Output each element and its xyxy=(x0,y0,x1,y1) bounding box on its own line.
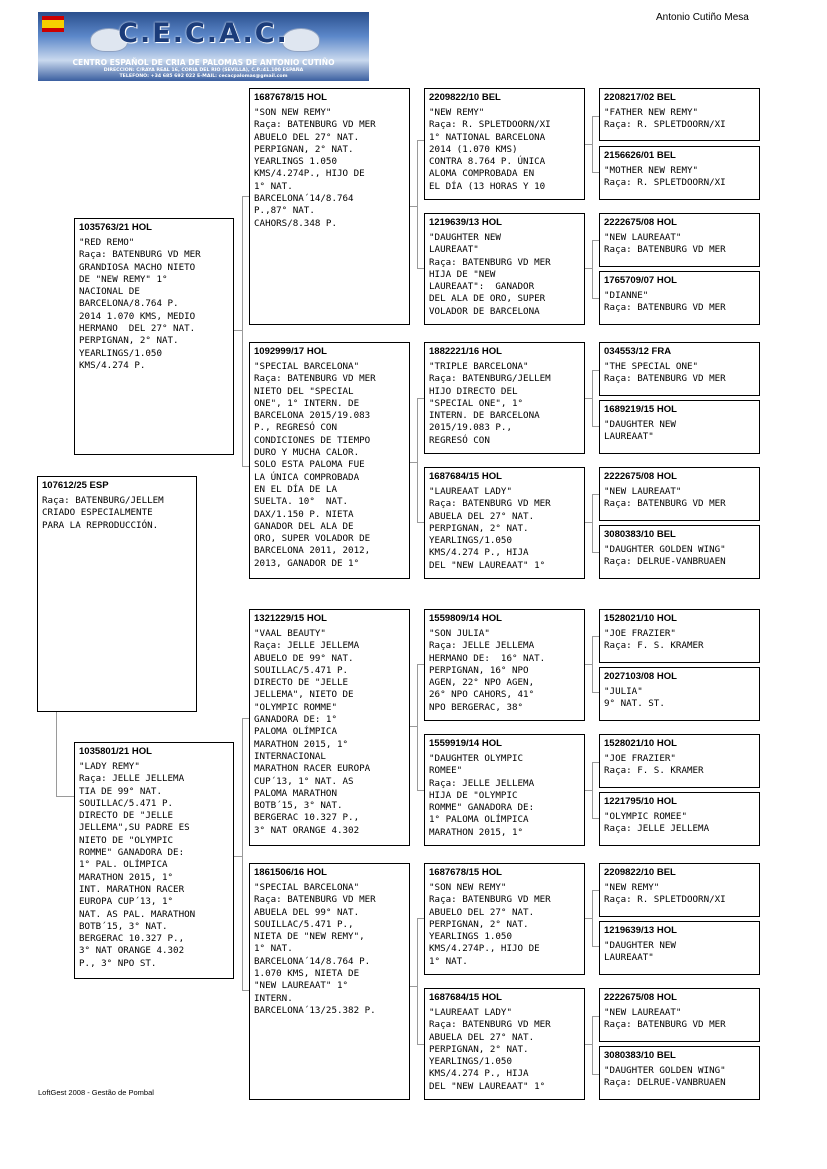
bird-info: "SPECIAL BARCELONA" Raça: BATENBURG VD MER NIETO DEL "SPECIAL ONE", 1° INTERN. DE BARCELONA 2015/19.083 P., REGRESÓ CON CONDICIONES DE TIEMPO DURO Y MUCHA CALOR. SOLO ESTA PALOMA FUE LA ÚNICA COMPROBADA EN EL DÍA DE LA SUELTA. 10° NAT. DAX/1.150 P. NIETA GANADOR DEL ALA DE ORO, SUPER VOLADOR DE BARCELONA 2011, 2012, 2013, GANADOR DE 1° xyxy=(254,361,376,569)
connector-line xyxy=(592,890,593,946)
connector-line xyxy=(592,116,593,172)
ring-number: 1221795/10 HOL xyxy=(604,796,677,807)
bird-info: "LAUREAAT LADY" Raça: BATENBURG VD MER ABUELA DEL 27° NAT. PERPIGNAN, 2° NAT. YEARLINGS/1.050 KMS/4.274 P., HIJA DEL "NEW LAUREAAT" 1° xyxy=(429,1007,551,1092)
pedigree-gen5-9 xyxy=(599,609,760,663)
connector-line xyxy=(585,918,592,919)
bird-info: "SPECIAL BARCELONA" Raça: BATENBURG VD MER ABUELA DEL 99° NAT. SOUILLAC/5.471 P., NIETA DE "NEW REMY", 1° NAT. BARCELONA´14/8.764 P. 1.070 KMS, NIETA DE "NEW LAUREAAT" 1° INTERN. BARCELONA´13/25.382 P. xyxy=(254,882,376,1016)
connector-line xyxy=(592,370,599,371)
connector-line xyxy=(417,1044,424,1045)
pedigree-gen5-11 xyxy=(599,734,760,788)
connector-line xyxy=(592,1074,599,1075)
bird-info: Raça: BATENBURG/JELLEM CRIADO ESPECIALMENTE PARA LA REPRODUCCIÓN. xyxy=(42,495,164,531)
bird-info: "SON NEW REMY" Raça: BATENBURG VD MER ABUELO DEL 27° NAT. PERPIGNAN, 2° NAT. YEARLINGS 1.050 KMS/4.274P., HIJO DE 1° NAT. BARCELONA´14/8.764 P.,87° NAT. CAHORS/8.348 P. xyxy=(254,107,376,229)
ring-number: 1861506/16 HOL xyxy=(254,867,327,878)
logo-subtitle: CENTRO ESPAÑOL DE CRIA DE PALOMAS DE ANTONIO CUTIÑO xyxy=(72,58,335,67)
pedigree-granddam-paternal xyxy=(249,342,410,579)
bird-info: "JOE FRAZIER" Raça: F. S. KRAMER xyxy=(604,628,704,652)
pedigree-gen4-5 xyxy=(424,609,585,721)
connector-line xyxy=(585,790,592,791)
connector-line xyxy=(592,946,599,947)
pedigree-grandsire-paternal xyxy=(249,88,410,325)
pedigree-gen5-6 xyxy=(599,400,760,454)
connector-line xyxy=(417,664,418,790)
connector-line xyxy=(417,398,418,522)
pedigree-gen5-2 xyxy=(599,146,760,200)
pedigree-gen4-3 xyxy=(424,342,585,454)
ring-number: 2222675/08 HOL xyxy=(604,471,677,482)
connector-line xyxy=(585,398,592,399)
connector-line xyxy=(592,636,593,692)
pedigree-granddam-maternal xyxy=(249,863,410,1100)
bird-info: "LAUREAAT LADY" Raça: BATENBURG VD MER ABUELA DEL 27° NAT. PERPIGNAN, 2° NAT. YEARLINGS/1.050 KMS/4.274 P., HIJA DEL "NEW LAUREAAT" 1° xyxy=(429,486,551,571)
connector-line xyxy=(592,692,599,693)
connector-line xyxy=(410,726,417,727)
pedigree-gen4-1 xyxy=(424,88,585,200)
bird-info: "SON NEW REMY" Raça: BATENBURG VD MER ABUELO DEL 27° NAT. PERPIGNAN, 2° NAT. YEARLINGS 1.050 KMS/4.274P., HIJO DE 1° NAT. xyxy=(429,882,551,967)
connector-line xyxy=(417,790,424,791)
connector-line xyxy=(410,986,417,987)
pedigree-gen4-8 xyxy=(424,988,585,1100)
connector-line xyxy=(592,890,599,891)
bird-info: "JULIA" 9° NAT. ST. xyxy=(604,686,665,710)
pedigree-gen4-4 xyxy=(424,467,585,579)
pedigree-gen5-1 xyxy=(599,88,760,141)
connector-line xyxy=(585,1044,592,1045)
bird-info: "VAAL BEAUTY" Raça: JELLE JELLEMA ABUELO DE 99° NAT. SOUILLAC/5.471 P. DIRECTO DE "JELLE JELLEMA", NIETO DE "OLYMPIC ROMME" GANADORA DE: 1° PALOMA OLÍMPICA MARATHON 2015, 1° INTERNACIONAL MARATHON RACER EUROPA CUP´13, 1° NAT. AS PALOMA MARATHON BOTB´15, 3° NAT. BERGERAC 10.327 P., 3° NAT ORANGE 4.302 xyxy=(254,628,371,836)
pedigree-gen4-7 xyxy=(424,863,585,975)
pedigree-gen4-6 xyxy=(424,734,585,846)
connector-line xyxy=(592,1016,593,1074)
pedigree-sire xyxy=(74,218,234,455)
connector-line xyxy=(585,522,592,523)
ring-number: 2209822/10 BEL xyxy=(604,867,676,878)
bird-info: "SON JULIA" Raça: JELLE JELLEMA HERMANO DE: 16° NAT. PERPIGNAN, 16° NPO AGEN, 22° NPO AGEN, 26° NPO CAHORS, 41° NPO BERGERAC, 38° xyxy=(429,628,546,713)
ring-number: 1321229/15 HOL xyxy=(254,613,327,624)
bird-info: "DAUGHTER NEW LAUREAAT" Raça: BATENBURG VD MER HIJA DE "NEW LAUREAAT": GANADOR DEL ALA DE ORO, SUPER VOLADOR DE BARCELONA xyxy=(429,232,551,317)
ring-number: 1882221/16 HOL xyxy=(429,346,502,357)
connector-line xyxy=(56,796,74,797)
connector-line xyxy=(592,370,593,426)
bird-info: "TRIPLE BARCELONA" Raça: BATENBURG/JELLEM HIJO DIRECTO DEL "SPECIAL ONE", 1° INTERN. DE BARCELONA 2015/19.083 P., REGRESÓ CON xyxy=(429,361,551,446)
connector-line xyxy=(592,552,599,553)
bird-info: "RED REMO" Raça: BATENBURG VD MER GRANDIOSA MACHO NIETO DE "NEW REMY" 1° NACIONAL DE BARCELONA/8.764 P. 2014 1.070 KMS, MEDIO HERMANO DEL 27° NAT. PERPIGNAN, 2° NAT. YEARLINGS/1.050 KMS/4.274 P. xyxy=(79,237,201,371)
ring-number: 2156626/01 BEL xyxy=(604,150,676,161)
connector-line xyxy=(417,140,418,268)
bird-info: "DAUGHTER OLYMPIC ROMEE" Raça: JELLE JELLEMA HIJA DE "OLYMPIC ROMME" GANADORA DE: 1° PALOMA OLÍMPICA MARATHON 2015, 1° xyxy=(429,753,535,838)
connector-line xyxy=(417,268,424,269)
ring-number: 1528021/10 HOL xyxy=(604,738,677,749)
pedigree-gen4-2 xyxy=(424,213,585,325)
connector-line xyxy=(592,240,599,241)
bird-info: "DAUGHTER NEW LAUREAAT" xyxy=(604,940,676,964)
ring-number: 2208217/02 BEL xyxy=(604,92,676,103)
pedigree-gen5-16 xyxy=(599,1046,760,1100)
ring-number: 1687684/15 HOL xyxy=(429,992,502,1003)
pedigree-gen5-4 xyxy=(599,271,760,325)
connector-line xyxy=(242,196,249,197)
pedigree-gen5-14 xyxy=(599,921,760,975)
connector-line xyxy=(592,172,599,173)
connector-line xyxy=(242,196,243,466)
connector-line xyxy=(417,522,424,523)
owner-name: Antonio Cutiño Mesa xyxy=(656,12,749,23)
pedigree-gen5-10 xyxy=(599,667,760,721)
ring-number: 1035801/21 HOL xyxy=(79,746,152,757)
ring-number: 107612/25 ESP xyxy=(42,480,109,491)
ring-number: 1219639/13 HOL xyxy=(429,217,502,228)
bird-info: "THE SPECIAL ONE" Raça: BATENBURG VD MER xyxy=(604,361,726,385)
ring-number: 1092999/17 HOL xyxy=(254,346,327,357)
bird-info: "JOE FRAZIER" Raça: F. S. KRAMER xyxy=(604,753,704,777)
ring-number: 3080383/10 BEL xyxy=(604,1050,676,1061)
connector-line xyxy=(585,268,592,269)
connector-line xyxy=(592,494,599,495)
pedigree-gen5-15 xyxy=(599,988,760,1042)
pedigree-dam xyxy=(74,742,234,979)
bird-info: "DAUGHTER GOLDEN WING" Raça: DELRUE-VANBRUAEN xyxy=(604,544,726,568)
pedigree-gen5-12 xyxy=(599,792,760,846)
connector-line xyxy=(592,762,593,818)
ring-number: 1687684/15 HOL xyxy=(429,471,502,482)
pedigree-gen5-5 xyxy=(599,342,760,396)
connector-line xyxy=(592,116,599,117)
ring-number: 1687678/15 HOL xyxy=(254,92,327,103)
connector-line xyxy=(242,718,249,719)
bird-info: "DAUGHTER GOLDEN WING" Raça: DELRUE-VANBRUAEN xyxy=(604,1065,726,1089)
connector-line xyxy=(417,918,424,919)
pedigree-gen5-3 xyxy=(599,213,760,267)
bird-info: "NEW REMY" Raça: R. SPLETDOORN/XI xyxy=(604,882,726,906)
connector-line xyxy=(242,718,243,990)
ring-number: 2027103/08 HOL xyxy=(604,671,677,682)
bird-info: "NEW REMY" Raça: R. SPLETDOORN/XI 1° NATIONAL BARCELONA 2014 (1.070 KMS) CONTRA 8.764 P. ÚNICA ALOMA COMPROBADA EN EL DÍA (13 HORAS Y 10 xyxy=(429,107,551,192)
connector-line xyxy=(56,712,57,796)
connector-line xyxy=(585,664,592,665)
logo-banner xyxy=(38,12,369,81)
connector-line xyxy=(242,990,249,991)
bird-info: "NEW LAUREAAT" Raça: BATENBURG VD MER xyxy=(604,1007,726,1031)
ring-number: 1035763/21 HOL xyxy=(79,222,152,233)
connector-line xyxy=(592,636,599,637)
ring-number: 1559809/14 HOL xyxy=(429,613,502,624)
ring-number: 2222675/08 HOL xyxy=(604,992,677,1003)
bird-info: "OLYMPIC ROMEE" Raça: JELLE JELLEMA xyxy=(604,811,710,835)
bird-info: "LADY REMY" Raça: JELLE JELLEMA TIA DE 99° NAT. SOUILLAC/5.471 P. DIRECTO DE "JELLE JELLEMA",SU PADRE ES NIETO DE "OLYMPIC ROMME" GANADORA DE: 1° PAL. OLÍMPICA MARATHON 2015, 1° INT. MARATHON RACER EUROPA CUP´13, 1° NAT. AS PAL. MARATHON BOTB´15, 3° NAT. BERGERAC 10.327 P., 3° NAT ORANGE 4.302 P., 3° NPO ST. xyxy=(79,761,196,969)
connector-line xyxy=(410,206,417,207)
ring-number: 1559919/14 HOL xyxy=(429,738,502,749)
bird-info: "NEW LAUREAAT" Raça: BATENBURG VD MER xyxy=(604,486,726,510)
footer-software: LoftGest 2008 - Gestão de Pombal xyxy=(38,1088,154,1097)
bird-info: "DIANNE" Raça: BATENBURG VD MER xyxy=(604,290,726,314)
bird-info: "FATHER NEW REMY" Raça: R. SPLETDOORN/XI xyxy=(604,107,726,131)
ring-number: 1689219/15 HOL xyxy=(604,404,677,415)
bird-info: "DAUGHTER NEW LAUREAAT" xyxy=(604,419,676,443)
connector-line xyxy=(410,462,417,463)
ring-number: 2209822/10 BEL xyxy=(429,92,501,103)
connector-line xyxy=(592,762,599,763)
connector-line xyxy=(592,426,599,427)
connector-line xyxy=(592,1016,599,1017)
logo-title: C.E.C.A.C. xyxy=(118,18,289,49)
connector-line xyxy=(592,298,599,299)
connector-line xyxy=(417,398,424,399)
connector-line xyxy=(592,240,593,298)
connector-line xyxy=(592,494,593,552)
bird-info: "NEW LAUREAAT" Raça: BATENBURG VD MER xyxy=(604,232,726,256)
ring-number: 1687678/15 HOL xyxy=(429,867,502,878)
connector-line xyxy=(592,818,599,819)
pedigree-subject xyxy=(37,476,197,712)
pedigree-grandsire-maternal xyxy=(249,609,410,846)
ring-number: 1219639/13 HOL xyxy=(604,925,677,936)
pedigree-gen5-8 xyxy=(599,525,760,579)
pedigree-gen5-13 xyxy=(599,863,760,917)
ring-number: 1765709/07 HOL xyxy=(604,275,677,286)
logo-contact: TELEFONO: +34 685 692 022 E-MAIL: cecacpalomas@gmail.com xyxy=(119,74,288,79)
ring-number: 2222675/08 HOL xyxy=(604,217,677,228)
connector-line xyxy=(417,664,424,665)
connector-line xyxy=(585,144,592,145)
connector-line xyxy=(242,466,249,467)
connector-line xyxy=(417,918,418,1044)
connector-line xyxy=(417,140,424,141)
ring-number: 034553/12 FRA xyxy=(604,346,672,357)
bird-info: "MOTHER NEW REMY" Raça: R. SPLETDOORN/XI xyxy=(604,165,726,189)
ring-number: 1528021/10 HOL xyxy=(604,613,677,624)
ring-number: 3080383/10 BEL xyxy=(604,529,676,540)
pedigree-gen5-7 xyxy=(599,467,760,521)
logo-address: DIRECCION: C/RAYA REAL 16, CORIA DEL RIO (SEVILLA), C.P.:41.100 ESPAÑA xyxy=(103,68,304,73)
